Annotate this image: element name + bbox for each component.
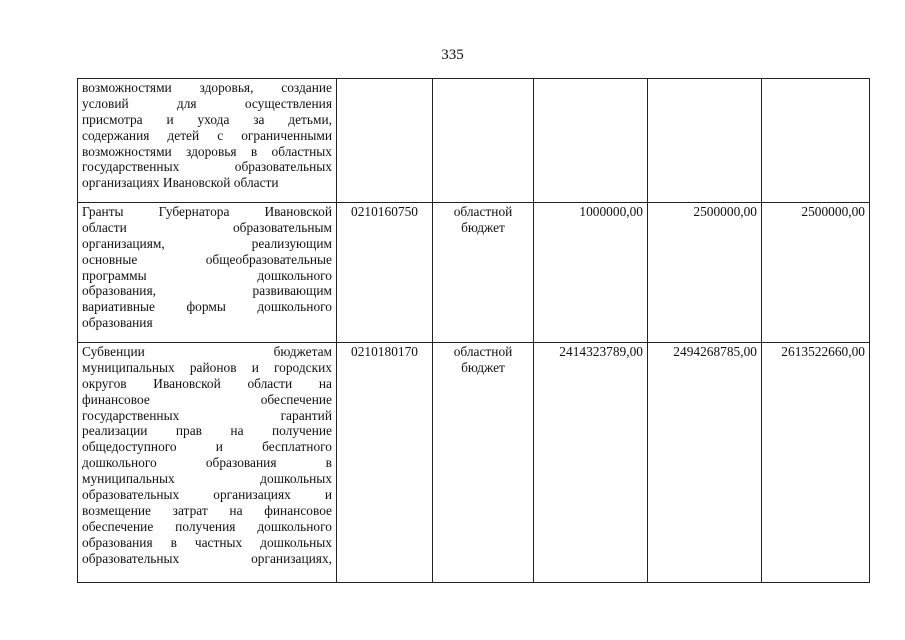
description-line: образовательных организациях,: [82, 550, 332, 566]
source-cell: [433, 203, 534, 343]
amount-cell-3: 2500000,00: [762, 203, 870, 343]
page-number: 335: [441, 47, 464, 63]
description-line: округов Ивановской области на: [82, 375, 332, 391]
description-line: возмещение затрат на финансовое: [82, 502, 332, 518]
source-line: бюджет: [461, 219, 505, 235]
description-line: Субвенции бюджетам: [82, 344, 332, 359]
budget-table: [77, 78, 870, 583]
description-line: программы дошкольного: [82, 267, 332, 283]
description-line: реализации прав на получение: [82, 423, 332, 439]
description-line: образования, развивающим: [82, 283, 332, 299]
description-line: общедоступного и бесплатного: [82, 439, 332, 455]
description-line: основные общеобразовательные: [82, 251, 332, 267]
description-line: возможностями здоровья, создание: [82, 80, 332, 95]
description-line: муниципальных дошкольных: [82, 471, 332, 487]
amount-cell-1: [534, 79, 648, 203]
amount-cell-1: 1000000,00: [534, 203, 648, 343]
amount-cell-2: [648, 79, 762, 203]
description-line: образования: [82, 315, 153, 331]
description-line: дошкольного образования в: [82, 455, 332, 471]
description-line: области образовательным: [82, 219, 332, 235]
source-cell: [433, 79, 534, 203]
description-line: возможностями здоровья в областных: [82, 143, 332, 159]
description-cell: [78, 343, 337, 583]
table-row: [78, 203, 870, 343]
description-line: обеспечение получения дошкольного: [82, 518, 332, 534]
description-line: государственных образовательных: [82, 159, 332, 175]
description-line: условий для осуществления: [82, 95, 332, 111]
description-line: образования в частных дошкольных: [82, 534, 332, 550]
code-cell: 0210180170: [337, 343, 433, 583]
description-cell: [78, 79, 337, 203]
amount-cell-2: 2500000,00: [648, 203, 762, 343]
source-line: областной: [453, 204, 513, 219]
code-cell: [337, 79, 433, 203]
code-cell: 0210160750: [337, 203, 433, 343]
description-line: организациям, реализующим: [82, 235, 332, 251]
amount-cell-2: 2494268785,00: [648, 343, 762, 583]
description-line: организациях Ивановской области: [82, 175, 279, 191]
table-row: [78, 343, 870, 583]
description-line: содержания детей с ограниченными: [82, 127, 332, 143]
description-line: муниципальных районов и городских: [82, 359, 332, 375]
source-line: областной: [453, 344, 513, 359]
table-row: [78, 79, 870, 203]
description-line: присмотра и ухода за детьми,: [82, 111, 332, 127]
description-line: Гранты Губернатора Ивановской: [82, 204, 332, 219]
amount-cell-1: 2414323789,00: [534, 343, 648, 583]
description-cell: [78, 203, 337, 343]
amount-cell-3: 2613522660,00: [762, 343, 870, 583]
source-cell: [433, 343, 534, 583]
description-line: государственных гарантий: [82, 407, 332, 423]
description-line: финансовое обеспечение: [82, 391, 332, 407]
description-line: вариативные формы дошкольного: [82, 299, 332, 315]
source-line: бюджет: [461, 359, 505, 375]
amount-cell-3: [762, 79, 870, 203]
description-line: образовательных организациях и: [82, 487, 332, 503]
